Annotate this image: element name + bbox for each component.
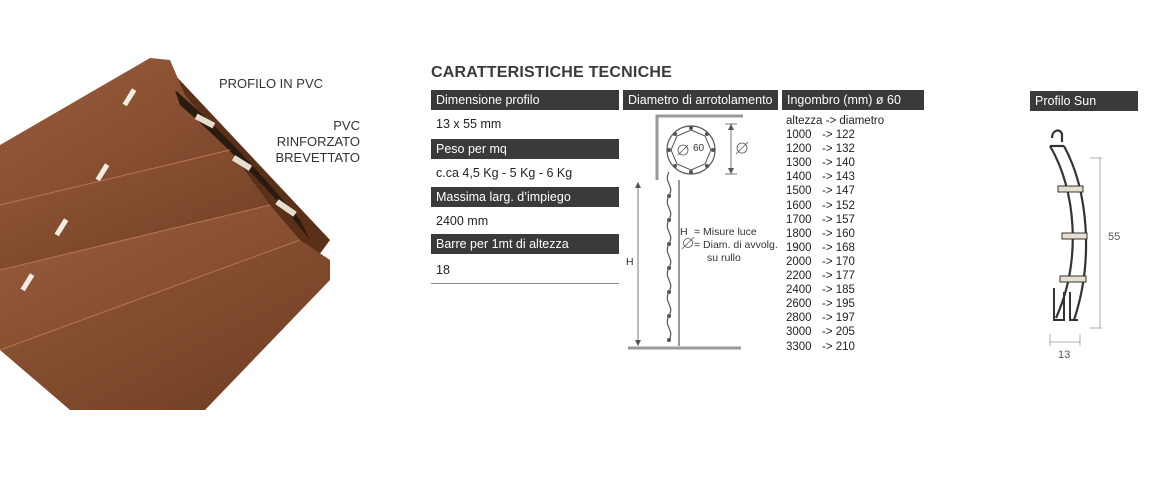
legend-h-letter: H [680, 226, 688, 238]
ingombro-diametro: -> 205 [822, 326, 855, 339]
spec-value-massima: 2400 mm [436, 214, 489, 228]
ingombro-row [786, 142, 884, 156]
label-pvc-rinforzato [265, 118, 360, 166]
spec-value-barre: 18 [436, 263, 450, 277]
ingombro-row [786, 156, 884, 170]
profile-height-dim: 55 [1108, 231, 1121, 243]
ingombro-row [786, 184, 884, 198]
ingombro-diametro: -> 122 [822, 129, 855, 142]
ingombro-diametro: -> 140 [822, 157, 855, 170]
ingombro-altezza: 2000 [786, 255, 812, 268]
ingombro-altezza: 3000 [786, 326, 812, 339]
spec-header-barre: Barre per 1mt di altezza [431, 234, 619, 254]
ingombro-row [786, 227, 884, 241]
ingombro-diametro: -> 147 [822, 185, 855, 198]
h-dimension-label: H [626, 256, 634, 268]
legend-d-text: = Diam. di avvolg. [694, 239, 778, 251]
ingombro-diametro: -> 157 [822, 213, 855, 226]
ingombro-altezza: 1500 [786, 185, 812, 198]
ingombro-row [786, 311, 884, 325]
roll-diameter-label: 60 [693, 143, 705, 154]
legend-d-text-2: su rullo [707, 252, 741, 264]
ingombro-diametro: -> 152 [822, 199, 855, 212]
ingombro-diametro: -> 168 [822, 241, 855, 254]
ingombro-row [786, 297, 884, 311]
spec-value-dimensione: 13 x 55 mm [436, 117, 502, 131]
ingombro-diametro: -> 132 [822, 143, 855, 156]
ingombro-col-b: -> diametro [825, 115, 885, 127]
ingombro-diametro: -> 160 [822, 227, 855, 240]
ingombro-header: Ingombro (mm) ø 60 [782, 90, 924, 110]
ingombro-altezza: 1700 [786, 213, 812, 226]
ingombro-col-a: altezza [786, 115, 823, 127]
ingombro-altezza: 1600 [786, 199, 812, 212]
label-pvc-rinforzato-line1: PVC RINFORZATO [276, 118, 360, 149]
ingombro-diametro: -> 195 [822, 298, 855, 311]
ingombro-col-header [786, 114, 884, 128]
spec-value-peso: c.ca 4,5 Kg - 5 Kg - 6 Kg [436, 166, 573, 180]
diagram-header: Diametro di arrotolamento [623, 90, 778, 110]
ingombro-row [786, 199, 884, 213]
profile-header: Profilo Sun [1030, 91, 1138, 111]
ingombro-altezza: 2600 [786, 298, 812, 311]
legend-h-text: = Misure luce [694, 226, 757, 238]
label-pvc-rinforzato-line2: BREVETTATO [275, 150, 360, 165]
ingombro-row [786, 255, 884, 269]
ingombro-row [786, 241, 884, 255]
ingombro-altezza: 2800 [786, 312, 812, 325]
slat-product-image [0, 40, 420, 420]
ingombro-row [786, 128, 884, 142]
ingombro-altezza: 2200 [786, 270, 812, 283]
ingombro-row [786, 283, 884, 297]
profile-drawing [1030, 120, 1140, 365]
ingombro-row [786, 269, 884, 283]
ingombro-row [786, 170, 884, 184]
ingombro-row [786, 325, 884, 339]
ingombro-altezza: 1800 [786, 227, 812, 240]
ingombro-row [786, 213, 884, 227]
ingombro-diametro: -> 170 [822, 255, 855, 268]
ingombro-altezza: 1200 [786, 143, 812, 156]
page-title: CARATTERISTICHE TECNICHE [431, 64, 672, 81]
ingombro-altezza: 3300 [786, 340, 812, 353]
ingombro-row [786, 340, 884, 354]
ingombro-diametro: -> 210 [822, 340, 855, 353]
ingombro-altezza: 1300 [786, 157, 812, 170]
profile-width-dim: 13 [1058, 349, 1071, 361]
spec-header-massima: Massima larg. d’impiego [431, 187, 619, 207]
spec-header-dimensione: Dimensione profilo [431, 90, 619, 110]
ingombro-diametro: -> 177 [822, 270, 855, 283]
ingombro-altezza: 1000 [786, 129, 812, 142]
ingombro-diametro: -> 197 [822, 312, 855, 325]
ingombro-table [786, 114, 884, 354]
ingombro-altezza: 1900 [786, 241, 812, 254]
spec-bottom-rule [431, 283, 619, 284]
ingombro-diametro: -> 185 [822, 284, 855, 297]
label-profilo-pvc: PROFILO IN PVC [219, 76, 324, 91]
ingombro-altezza: 1400 [786, 171, 812, 184]
ingombro-diametro: -> 143 [822, 171, 855, 184]
ingombro-altezza: 2400 [786, 284, 812, 297]
spec-header-peso: Peso per mq [431, 139, 619, 159]
